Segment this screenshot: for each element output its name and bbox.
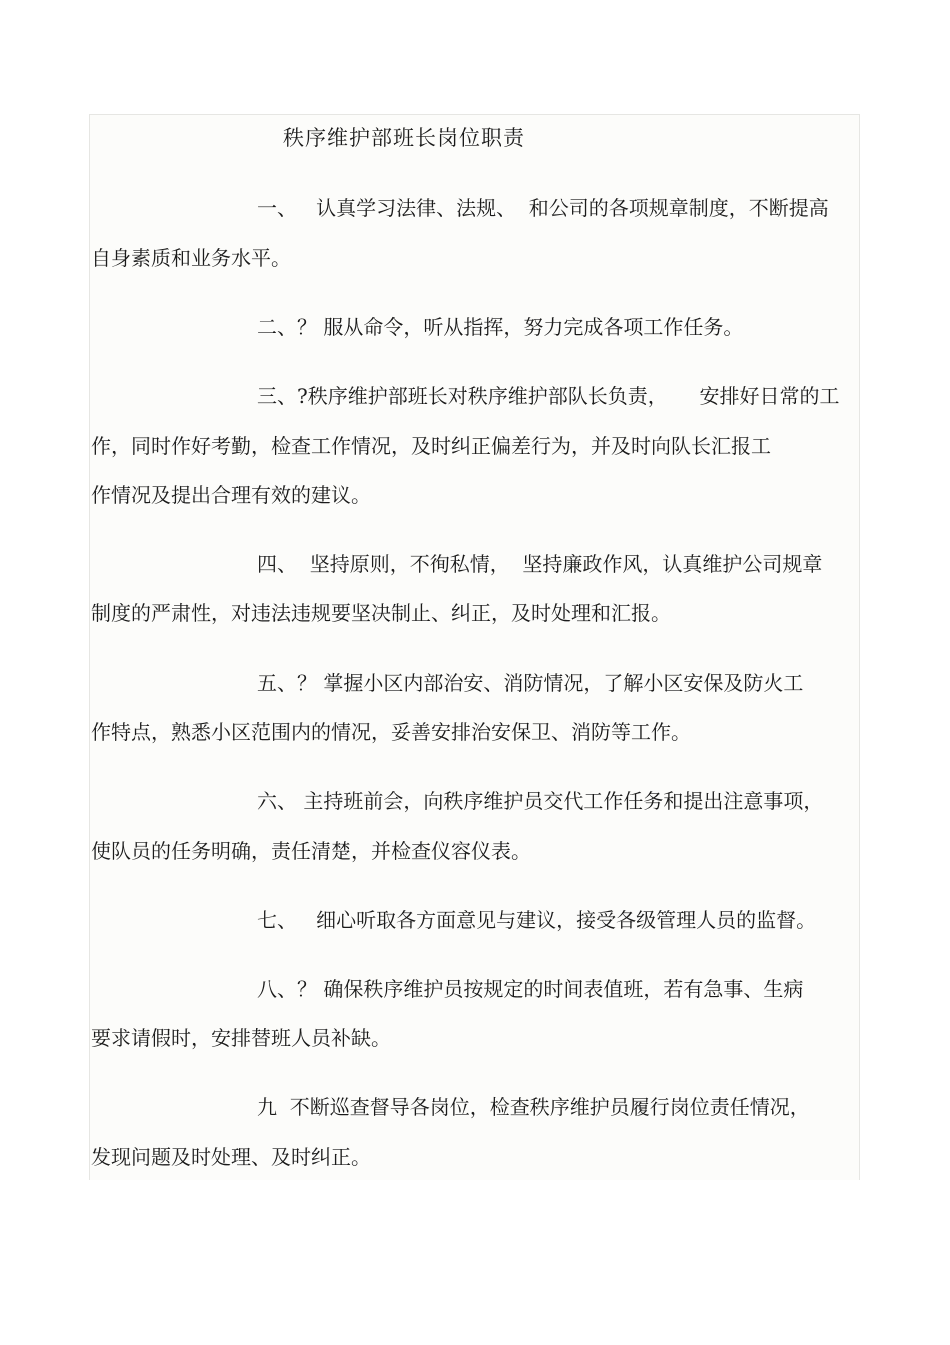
item-4-line-2: 制度的严肃性，对违法违规要坚决制止、纠正，及时处理和汇报。 (91, 601, 671, 625)
item-6-line-2: 使队员的任务明确，责任清楚，并检查仪容仪表。 (91, 839, 531, 863)
item-3-line-1: 三、?秩序维护部班长对秩序维护部队长负责， 安排好日常的工 (257, 384, 840, 408)
item-7-line-1: 七、 细心听取各方面意见与建议，接受各级管理人员的监督。 (257, 908, 817, 932)
item-6-line-1: 六、 主持班前会，向秩序维护员交代工作任务和提出注意事项， (257, 789, 824, 813)
item-8-line-2: 要求请假时，安排替班人员补缺。 (91, 1026, 391, 1050)
item-2-line-1: 二、？ 服从命令，听从指挥，努力完成各项工作任务。 (257, 315, 744, 339)
item-1-line-2: 自身素质和业务水平。 (91, 246, 291, 270)
item-3-line-3: 作情况及提出合理有效的建议。 (91, 483, 371, 507)
item-9-line-2: 发现问题及时处理、及时纠正。 (91, 1145, 371, 1169)
document-page (89, 114, 860, 1180)
item-1-line-1: 一、 认真学习法律、法规、 和公司的各项规章制度，不断提高 (257, 196, 829, 220)
item-8-line-1: 八、？ 确保秩序维护员按规定的时间表值班，若有急事、生病 (257, 977, 804, 1001)
item-5-line-2: 作特点，熟悉小区范围内的情况，妥善安排治安保卫、消防等工作。 (91, 720, 691, 744)
document-title: 秩序维护部班长岗位职责 (283, 126, 525, 150)
item-3-line-2: 作，同时作好考勤，检查工作情况，及时纠正偏差行为，并及时向队长汇报工 (91, 434, 771, 458)
item-9-line-1: 九 不断巡查督导各岗位，检查秩序维护员履行岗位责任情况， (257, 1095, 810, 1119)
item-4-line-1: 四、 坚持原则，不徇私情， 坚持廉政作风，认真维护公司规章 (257, 552, 823, 576)
item-5-line-1: 五、？ 掌握小区内部治安、消防情况，了解小区安保及防火工 (257, 671, 804, 695)
